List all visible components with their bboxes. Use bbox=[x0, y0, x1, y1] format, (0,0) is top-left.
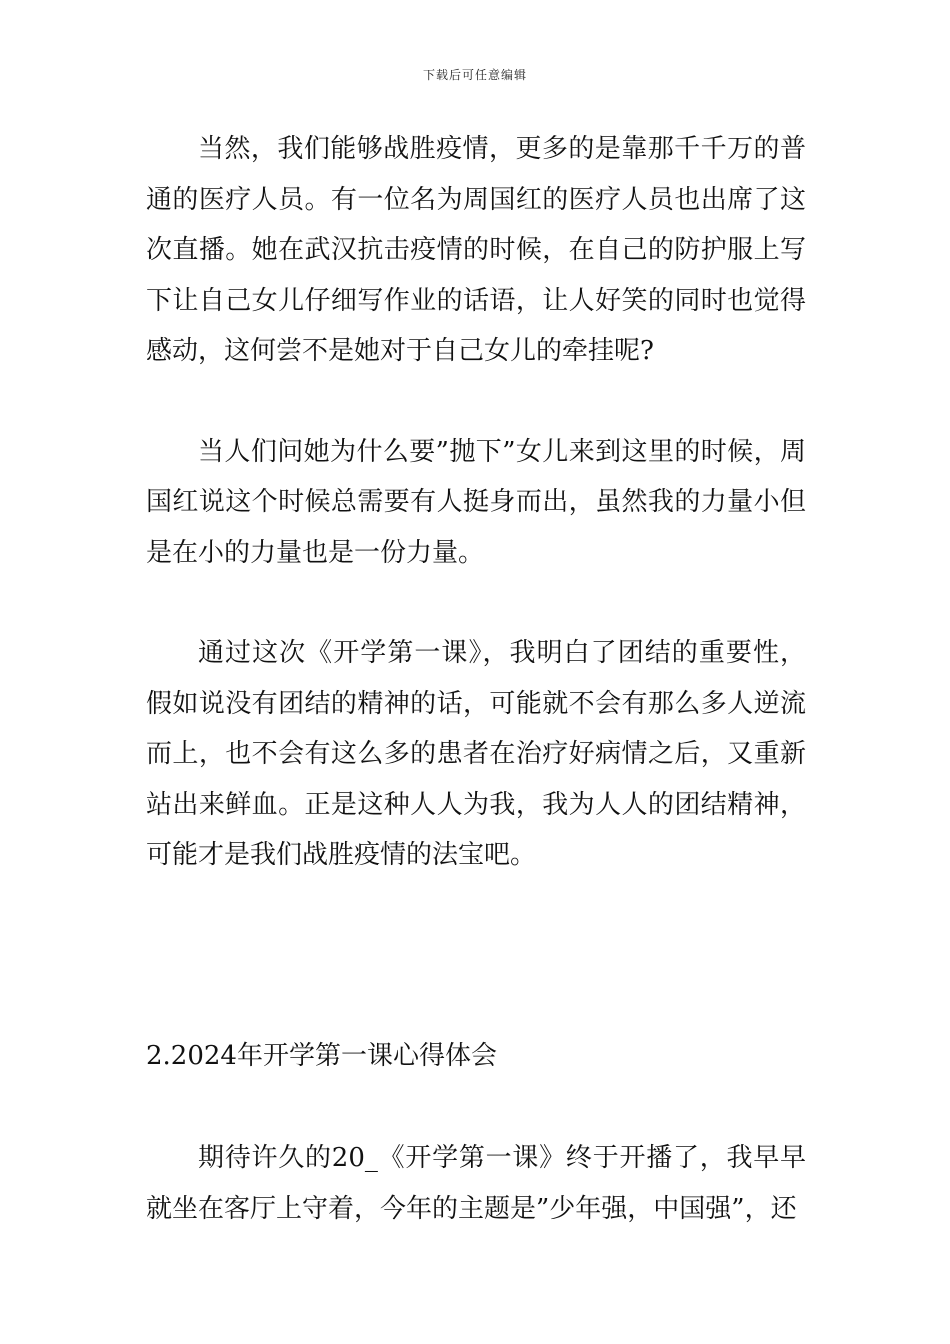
paragraph-spacer bbox=[146, 377, 806, 427]
document-body bbox=[146, 124, 806, 1234]
heading-spacer bbox=[146, 1081, 806, 1133]
paragraph-spacer bbox=[146, 578, 806, 628]
section-heading: 2.2024年开学第一课心得体会 bbox=[146, 1040, 497, 1071]
paragraph-zhou-guohong: 当人们问她为什么要”抛下”女儿来到这里的时候，周国红说这个时候总需要有人挺身而出，虽然我的力量小但是在小的力量也是一份力量。 bbox=[146, 436, 806, 568]
paragraph-medical-staff: 当然，我们能够战胜疫情，更多的是靠那千千万的普通的医疗人员。有一位名为周国红的医疗人员也出席了这次直播。她在武汉抗击疫情的时候，在自己的防护服上写下让自己女儿仔细写作业的话语，让人好笑的同时也觉得感动，这何尝不是她对于自己女儿的牵挂呢? bbox=[146, 134, 806, 366]
section-spacer bbox=[146, 881, 806, 1031]
page-header: 下载后可任意编辑 bbox=[422, 68, 527, 82]
paragraph-unity: 通过这次《开学第一课》，我明白了团结的重要性，假如说没有团结的精神的话，可能就不会有那么多人逆流而上，也不会有这么多的患者在治疗好病情之后，又重新站出来鲜血。正是这种人人为我，我为人人的团结精神，可能才是我们战胜疫情的法宝吧。 bbox=[146, 638, 806, 870]
paragraph-section-intro: 期待许久的20_《开学第一课》终于开播了，我早早就坐在客厅上守着，今年的主题是”少年强，中国强”，还 bbox=[146, 1143, 806, 1224]
